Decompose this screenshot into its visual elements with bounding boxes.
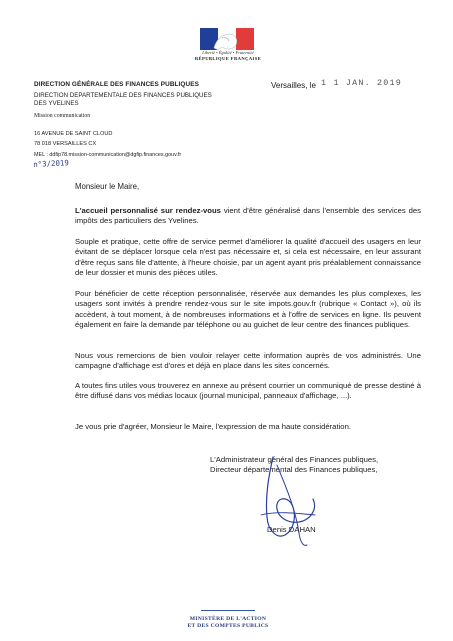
paragraph-benefits: Souple et pratique, cette offre de service permet d'améliorer la qualité d'accueil des usagers en leur évitant de se déplacer lorsque cela n'est pas nécessaire et, si cela est nécessaire, en leur assurant d'être reçus sans file d'attente, à l'heure choisie, par un agent ayant pris préalablement connaissance de leur dossier et munis des pièces utiles.: [75, 237, 421, 278]
sender-ddfip-line1: DIRECTION DEPARTEMENTALE DES FINANCES PUBLIQUES: [34, 92, 212, 99]
sender-ddfip: [34, 92, 234, 108]
signatory-title-2: Directeur départemental des Finances publiques,: [210, 465, 378, 474]
date-stamp: 1 1 JAN. 2019: [321, 78, 402, 88]
sender-email: MEL : ddfip78.mission-communication@dgfip.finances.gouv.fr: [34, 152, 182, 158]
footer-rule: [201, 610, 255, 611]
sender-dgfip: DIRECTION GÉNÉRALE DES FINANCES PUBLIQUES: [34, 81, 199, 88]
signatory-title-1: L'Administrateur général des Finances publiques,: [210, 455, 379, 464]
dateline-place: Versailles, le: [271, 81, 316, 90]
sender-ddfip-line2: DES YVELINES: [34, 100, 79, 108]
paragraph-intro-bold: L'accueil personnalisé sur rendez-vous: [75, 206, 221, 215]
salutation: Monsieur le Maire,: [75, 182, 140, 191]
republic-motto: Liberté • Égalité • Fraternité: [202, 50, 254, 55]
signatory-name: Denis DAHAN: [267, 525, 316, 534]
paragraph-intro: [75, 206, 421, 227]
ministry-line-2: ET DES COMPTES PUBLICS: [187, 623, 269, 629]
ministry-line-1: MINISTÈRE DE L'ACTION: [189, 616, 267, 622]
paragraph-how-to: Pour bénéficier de cette réception personnalisée, réservée aux demandes les plus complexes, les usagers sont invités à prendre rendez-vous sur le site impots.gouv.fr (rubrique « Contact »), où ils accèdent, à tout moment, à de nombreuses informations et à l'offre de services en ligne. Ils peuvent également en faire la demande par téléphone ou au guichet de leur centre des finances publiques.: [75, 289, 421, 330]
paragraph-thanks: Nous vous remercions de bien vouloir relayer cette information auprès de vos administrés. Une campagne d'affichage est d'ores et déjà en place dans les sites concernés.: [75, 351, 421, 371]
paragraph-closing: Je vous prie d'agréer, Monsieur le Maire, l'expression de ma haute considération.: [75, 422, 351, 431]
paragraph-intro-rest: vient d'être généralisé dans l'ensemble des services des impôts des particuliers des Yvelines.: [75, 206, 421, 226]
handwritten-signature: [255, 455, 350, 550]
republic-name: RÉPUBLIQUE FRANÇAISE: [194, 56, 262, 61]
handwritten-reference: n°3/2019: [33, 158, 70, 169]
sender-mission: Mission communication: [34, 113, 91, 119]
sender-address-street: 16 AVENUE DE SAINT CLOUD: [34, 131, 113, 137]
paragraph-annex: A toutes fins utiles vous trouverez en annexe au présent courrier un communiqué de presse destiné à être diffusé dans vos médias locaux (journal municipal, panneaux d'affichage, ...).: [75, 381, 421, 401]
sender-address-city: 78 018 VERSAILLES CX: [34, 141, 97, 147]
